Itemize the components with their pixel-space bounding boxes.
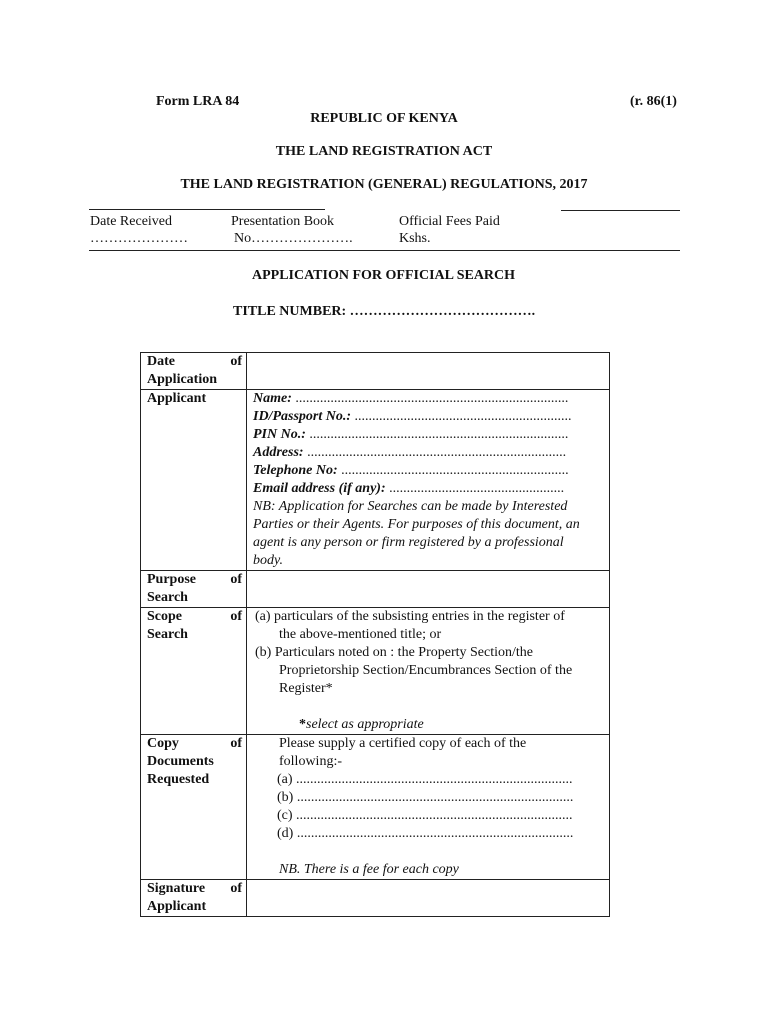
email-field[interactable]: Email address (if any): .................................................. [253, 481, 565, 496]
signature-of-applicant-label: Signature of Applicant [141, 880, 247, 917]
applicant-note-line-3: agent is any person or firm registered by a professional [253, 535, 564, 550]
copy-item-c[interactable]: (c) ............................................................................... [277, 808, 573, 823]
pin-field[interactable]: PIN No.: .......................................................................... [253, 427, 569, 442]
presentation-book-value: No…………………. [234, 231, 353, 246]
date-of-application-row [141, 353, 610, 390]
copy-item-a[interactable]: (a) ............................................................................... [277, 772, 573, 787]
scope-options [247, 608, 610, 735]
telephone-field[interactable]: Telephone No: ................................................................. [253, 463, 569, 478]
regulations-heading: THE LAND REGISTRATION (GENERAL) REGULATIONS, 2017 [180, 177, 588, 192]
purpose-of-search-input[interactable] [247, 571, 610, 608]
application-title: APPLICATION FOR OFFICIAL SEARCH [252, 268, 516, 283]
office-top-rule-left [89, 209, 325, 210]
signature-input[interactable] [247, 880, 610, 917]
copy-intro-line-1: Please supply a certified copy of each of the [279, 736, 527, 751]
date-of-application-label: Date of Application [141, 353, 247, 390]
purpose-of-search-label: Purpose of Search [141, 571, 247, 608]
scope-option-a[interactable]: (a) particulars of the subsisting entries in the register of [255, 609, 565, 624]
applicant-details [247, 390, 610, 571]
scope-option-a-cont: the above-mentioned title; or [279, 627, 442, 642]
act-heading: THE LAND REGISTRATION ACT [275, 144, 493, 159]
date-received-label: Date Received [90, 214, 173, 229]
select-note: *select as appropriate [299, 717, 424, 732]
office-top-rule-right [561, 210, 680, 211]
applicant-row [141, 390, 610, 571]
applicant-note-line-4: body. [253, 553, 283, 568]
copy-request [247, 735, 610, 880]
scope-option-b-cont-1: Proprietorship Section/Encumbrances Section of the [279, 663, 573, 678]
copy-fee-note: NB. There is a fee for each copy [279, 862, 459, 877]
copy-item-d[interactable]: (d) ............................................................................... [277, 826, 574, 841]
date-of-application-input[interactable] [247, 353, 610, 390]
scope-of-search-label: Scope of Search [141, 608, 247, 735]
id-passport-field[interactable]: ID/Passport No.: .............................................................. [253, 409, 572, 424]
application-table [140, 352, 610, 917]
applicant-note-line-2: Parties or their Agents. For purposes of this document, an [253, 517, 580, 532]
address-field[interactable]: Address: .......................................................................... [253, 445, 567, 460]
date-received-value: ………………… [90, 231, 188, 246]
copy-of-documents-label: Copy of Documents Requested [141, 735, 247, 880]
signature-row [141, 880, 610, 917]
office-bottom-rule [89, 250, 680, 251]
scope-option-b-cont-2: Register* [279, 681, 333, 696]
official-fees-label: Official Fees Paid [399, 214, 500, 229]
applicant-note-line-1: NB: Application for Searches can be made by Interested [253, 499, 568, 514]
republic-heading: REPUBLIC OF KENYA [310, 111, 458, 126]
presentation-book-label: Presentation Book [231, 214, 335, 229]
copy-item-b[interactable]: (b) ............................................................................... [277, 790, 574, 805]
purpose-row [141, 571, 610, 608]
title-number-field[interactable]: TITLE NUMBER: …………………………………. [233, 304, 536, 319]
copy-intro-line-2: following:- [279, 754, 342, 769]
rule-reference: (r. 86(1) [630, 94, 677, 109]
form-number: Form LRA 84 [156, 94, 240, 109]
copy-row [141, 735, 610, 880]
scope-row [141, 608, 610, 735]
official-fees-value: Kshs. [399, 231, 431, 246]
name-field[interactable]: Name: .............................................................................. [253, 391, 569, 406]
applicant-label: Applicant [141, 390, 247, 571]
scope-option-b[interactable]: (b) Particulars noted on : the Property Section/the [255, 645, 533, 660]
